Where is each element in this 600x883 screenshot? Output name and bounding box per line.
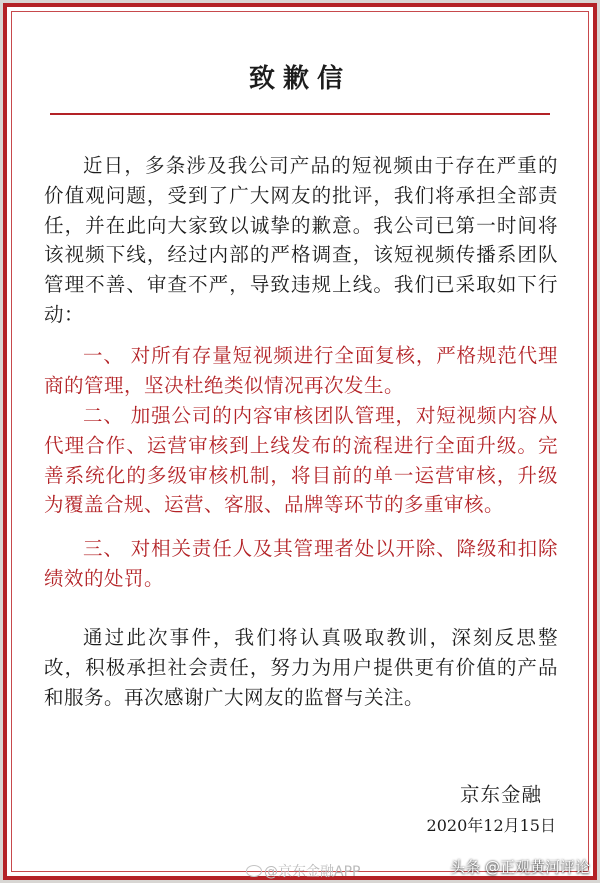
weibo-watermark xyxy=(246,861,360,881)
letter-title: 致歉信 xyxy=(248,64,351,94)
toutiao-watermark: 头条 @正观黄河评论 xyxy=(450,858,590,876)
letter-date: 2020年12月15日 xyxy=(426,816,556,835)
action-item-2: 二、 加强公司的内容审核团队管理，对短视频内容从代理合作、运营审核到上线发布的流程进行全面升级。完善系统化的多级审核机制，将目前的单一运营审核，升级为覆盖合规、运营、客服、品牌等环节的多重审核。 xyxy=(44,404,558,517)
title-divider xyxy=(50,113,550,115)
weibo-icon xyxy=(246,865,262,877)
weibo-watermark-text: @京东金融APP xyxy=(264,864,361,880)
signature: 京东金融 xyxy=(459,783,542,806)
action-item-1: 一、 对所有存量短视频进行全面复核，严格规范代理商的管理，坚决杜绝类似情况再次发生。 xyxy=(44,344,558,397)
closing-paragraph: 通过此次事件，我们将认真吸取教训，深刻反思整改，积极承担社会责任，努力为用户提供更有价值的产品和服务。再次感谢广大网友的监督与关注。 xyxy=(44,626,558,709)
action-item-3: 三、 对相关责任人及其管理者处以开除、降级和扣除绩效的处罚。 xyxy=(44,537,558,590)
intro-paragraph: 近日，多条涉及我公司产品的短视频由于存在严重的价值观问题，受到了广大网友的批评，我们将承担全部责任，并在此向大家致以诚挚的歉意。我公司已第一时间将该视频下线，经过内部的严格调查，该短视频传播系团队管理不善、审查不严，导致违规上线。我们已采取如下行动： xyxy=(44,154,558,326)
